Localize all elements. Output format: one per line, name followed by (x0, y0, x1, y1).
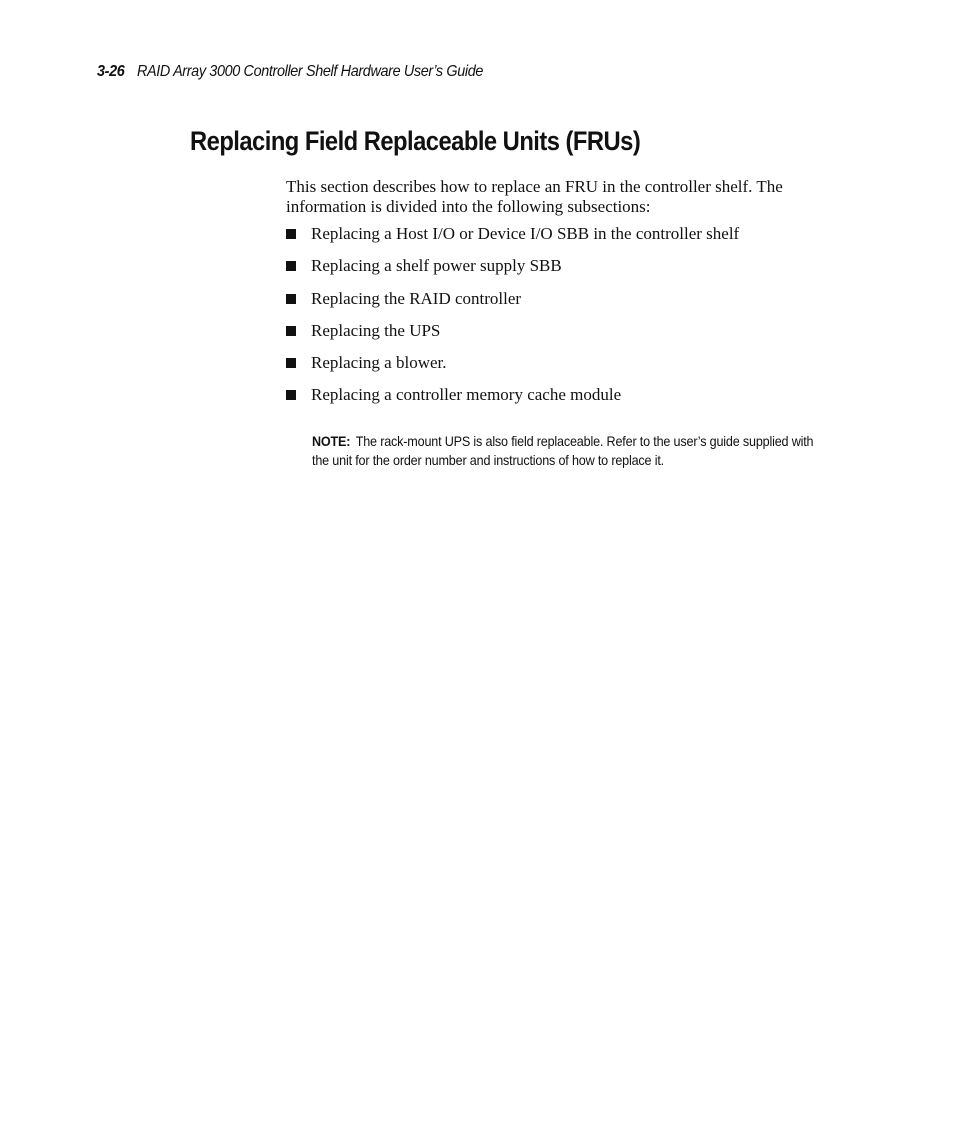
list-item-text: Replacing the UPS (311, 320, 441, 340)
list-item-text: Replacing a Host I/O or Device I/O SBB in the controller shelf (311, 224, 740, 243)
list-item (286, 256, 739, 288)
book-title: RAID Array 3000 Controller Shelf Hardware User’s Guide (136, 63, 484, 80)
subsection-list (286, 224, 739, 418)
section-title: Replacing Field Replaceable Units (FRUs) (190, 126, 641, 156)
square-bullet-icon (286, 390, 296, 400)
list-item (286, 224, 739, 256)
square-bullet-icon (286, 358, 296, 368)
note-label: NOTE: (312, 433, 351, 449)
square-bullet-icon (286, 326, 296, 336)
list-item (286, 353, 739, 385)
list-item-text: Replacing the RAID controller (311, 288, 522, 308)
intro-paragraph: This section describes how to replace an FRU in the controller shelf. The information is divided into the following subsections: (286, 177, 783, 216)
square-bullet-icon (286, 261, 296, 271)
list-item-text: Replacing a blower. (311, 353, 447, 373)
page-number: 3-26 (97, 63, 125, 80)
list-item (286, 385, 739, 417)
list-item-text: Replacing a shelf power supply SBB (311, 256, 562, 276)
square-bullet-icon (286, 294, 296, 304)
note-text: The rack-mount UPS is also field replaceable. Refer to the user’s guide supplied with the unit for the order number and instructions of how to replace it. (312, 433, 814, 468)
square-bullet-icon (286, 229, 296, 239)
note (312, 432, 830, 470)
list-item-text: Replacing a controller memory cache module (311, 385, 622, 405)
list-item (286, 289, 739, 321)
list-item (286, 321, 739, 353)
running-header (97, 63, 483, 81)
